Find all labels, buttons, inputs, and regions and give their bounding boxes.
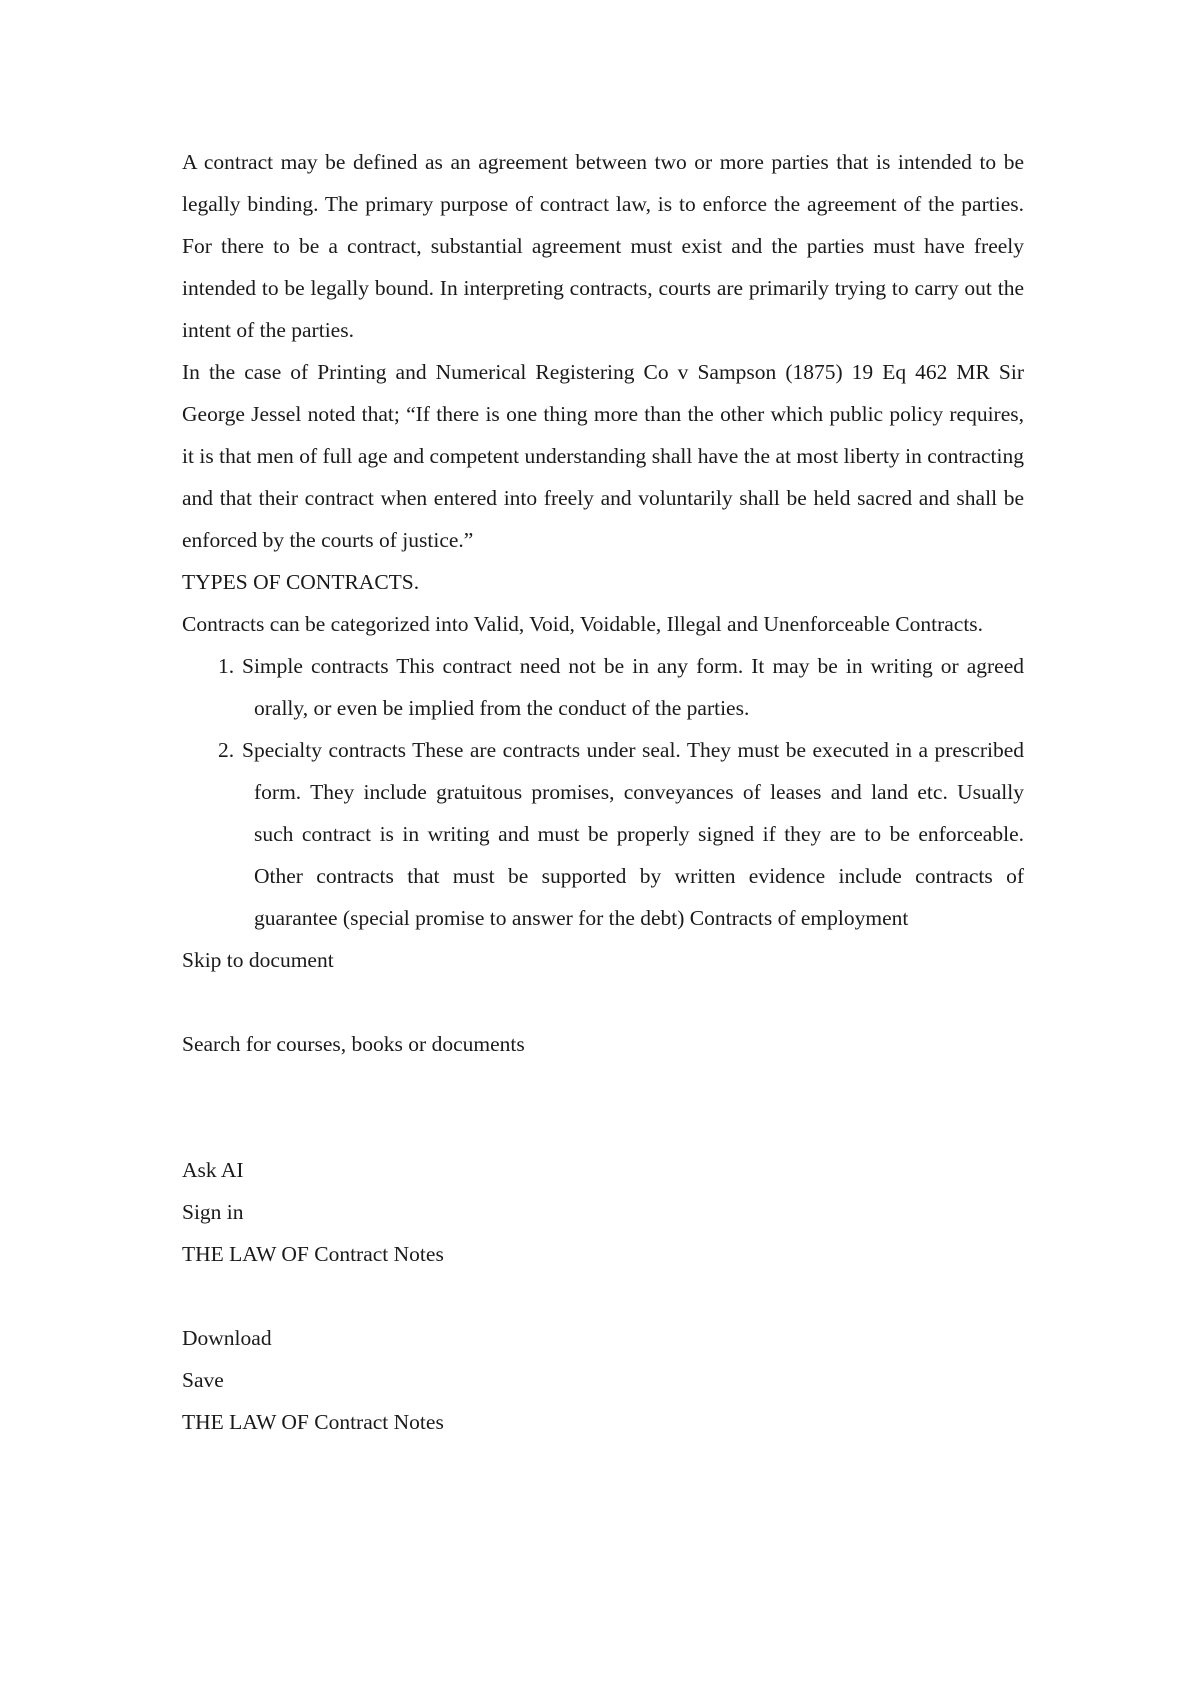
list-item	[182, 729, 1024, 939]
list-item-text: Specialty contracts These are contracts under seal. They must be executed in a prescribed form. They include gratuitous promises, conveyances of leases and land etc. Usually such contract is in writing and must be properly signed if they are to be enforceable. Other contracts that must be supported by written evidence include contracts of guarantee (special promise to answer for the debt) Contracts of employment	[242, 738, 1024, 930]
case-quote-paragraph: In the case of Printing and Numerical Registering Co v Sampson (1875) 19 Eq 462 MR Sir George Jessel noted that; “If there is one thing more than the other which public policy requires, it is that men of full age and competent understanding shall have the at most liberty in contracting and that their contract when entered into freely and voluntarily shall be held sacred and shall be enforced by the courts of justice.”	[182, 360, 1024, 552]
save-button[interactable]: Save	[182, 1368, 224, 1392]
ask-ai-button[interactable]: Ask AI	[182, 1158, 244, 1182]
skip-to-document-link[interactable]: Skip to document	[182, 948, 334, 972]
contract-types-list	[182, 645, 1024, 939]
list-item-text: Simple contracts This contract need not be in any form. It may be in writing or agreed orally, or even be implied from the conduct of the parties.	[242, 654, 1024, 720]
list-number: 1.	[218, 654, 235, 678]
spacer	[182, 1275, 1024, 1317]
sign-in-button[interactable]: Sign in	[182, 1200, 244, 1224]
intro-paragraph: A contract may be defined as an agreement between two or more parties that is intended to be legally binding. The primary purpose of contract law, is to enforce the agreement of the parties. For there to be a contract, substantial agreement must exist and the parties must have freely intended to be legally bound. In interpreting contracts, courts are primarily trying to carry out the intent of the parties.	[182, 150, 1024, 342]
section-heading: TYPES OF CONTRACTS.	[182, 570, 420, 594]
document-page	[182, 141, 1024, 1443]
download-button[interactable]: Download	[182, 1326, 272, 1350]
spacer	[182, 981, 1024, 1023]
spacer	[182, 1065, 1024, 1149]
list-number: 2.	[218, 738, 235, 762]
document-title: THE LAW OF Contract Notes	[182, 1242, 444, 1266]
list-item	[182, 645, 1024, 729]
categories-paragraph: Contracts can be categorized into Valid, Void, Voidable, Illegal and Unenforceable Contracts.	[182, 612, 984, 636]
document-title-repeat: THE LAW OF Contract Notes	[182, 1410, 444, 1434]
search-input[interactable]: Search for courses, books or documents	[182, 1032, 525, 1056]
